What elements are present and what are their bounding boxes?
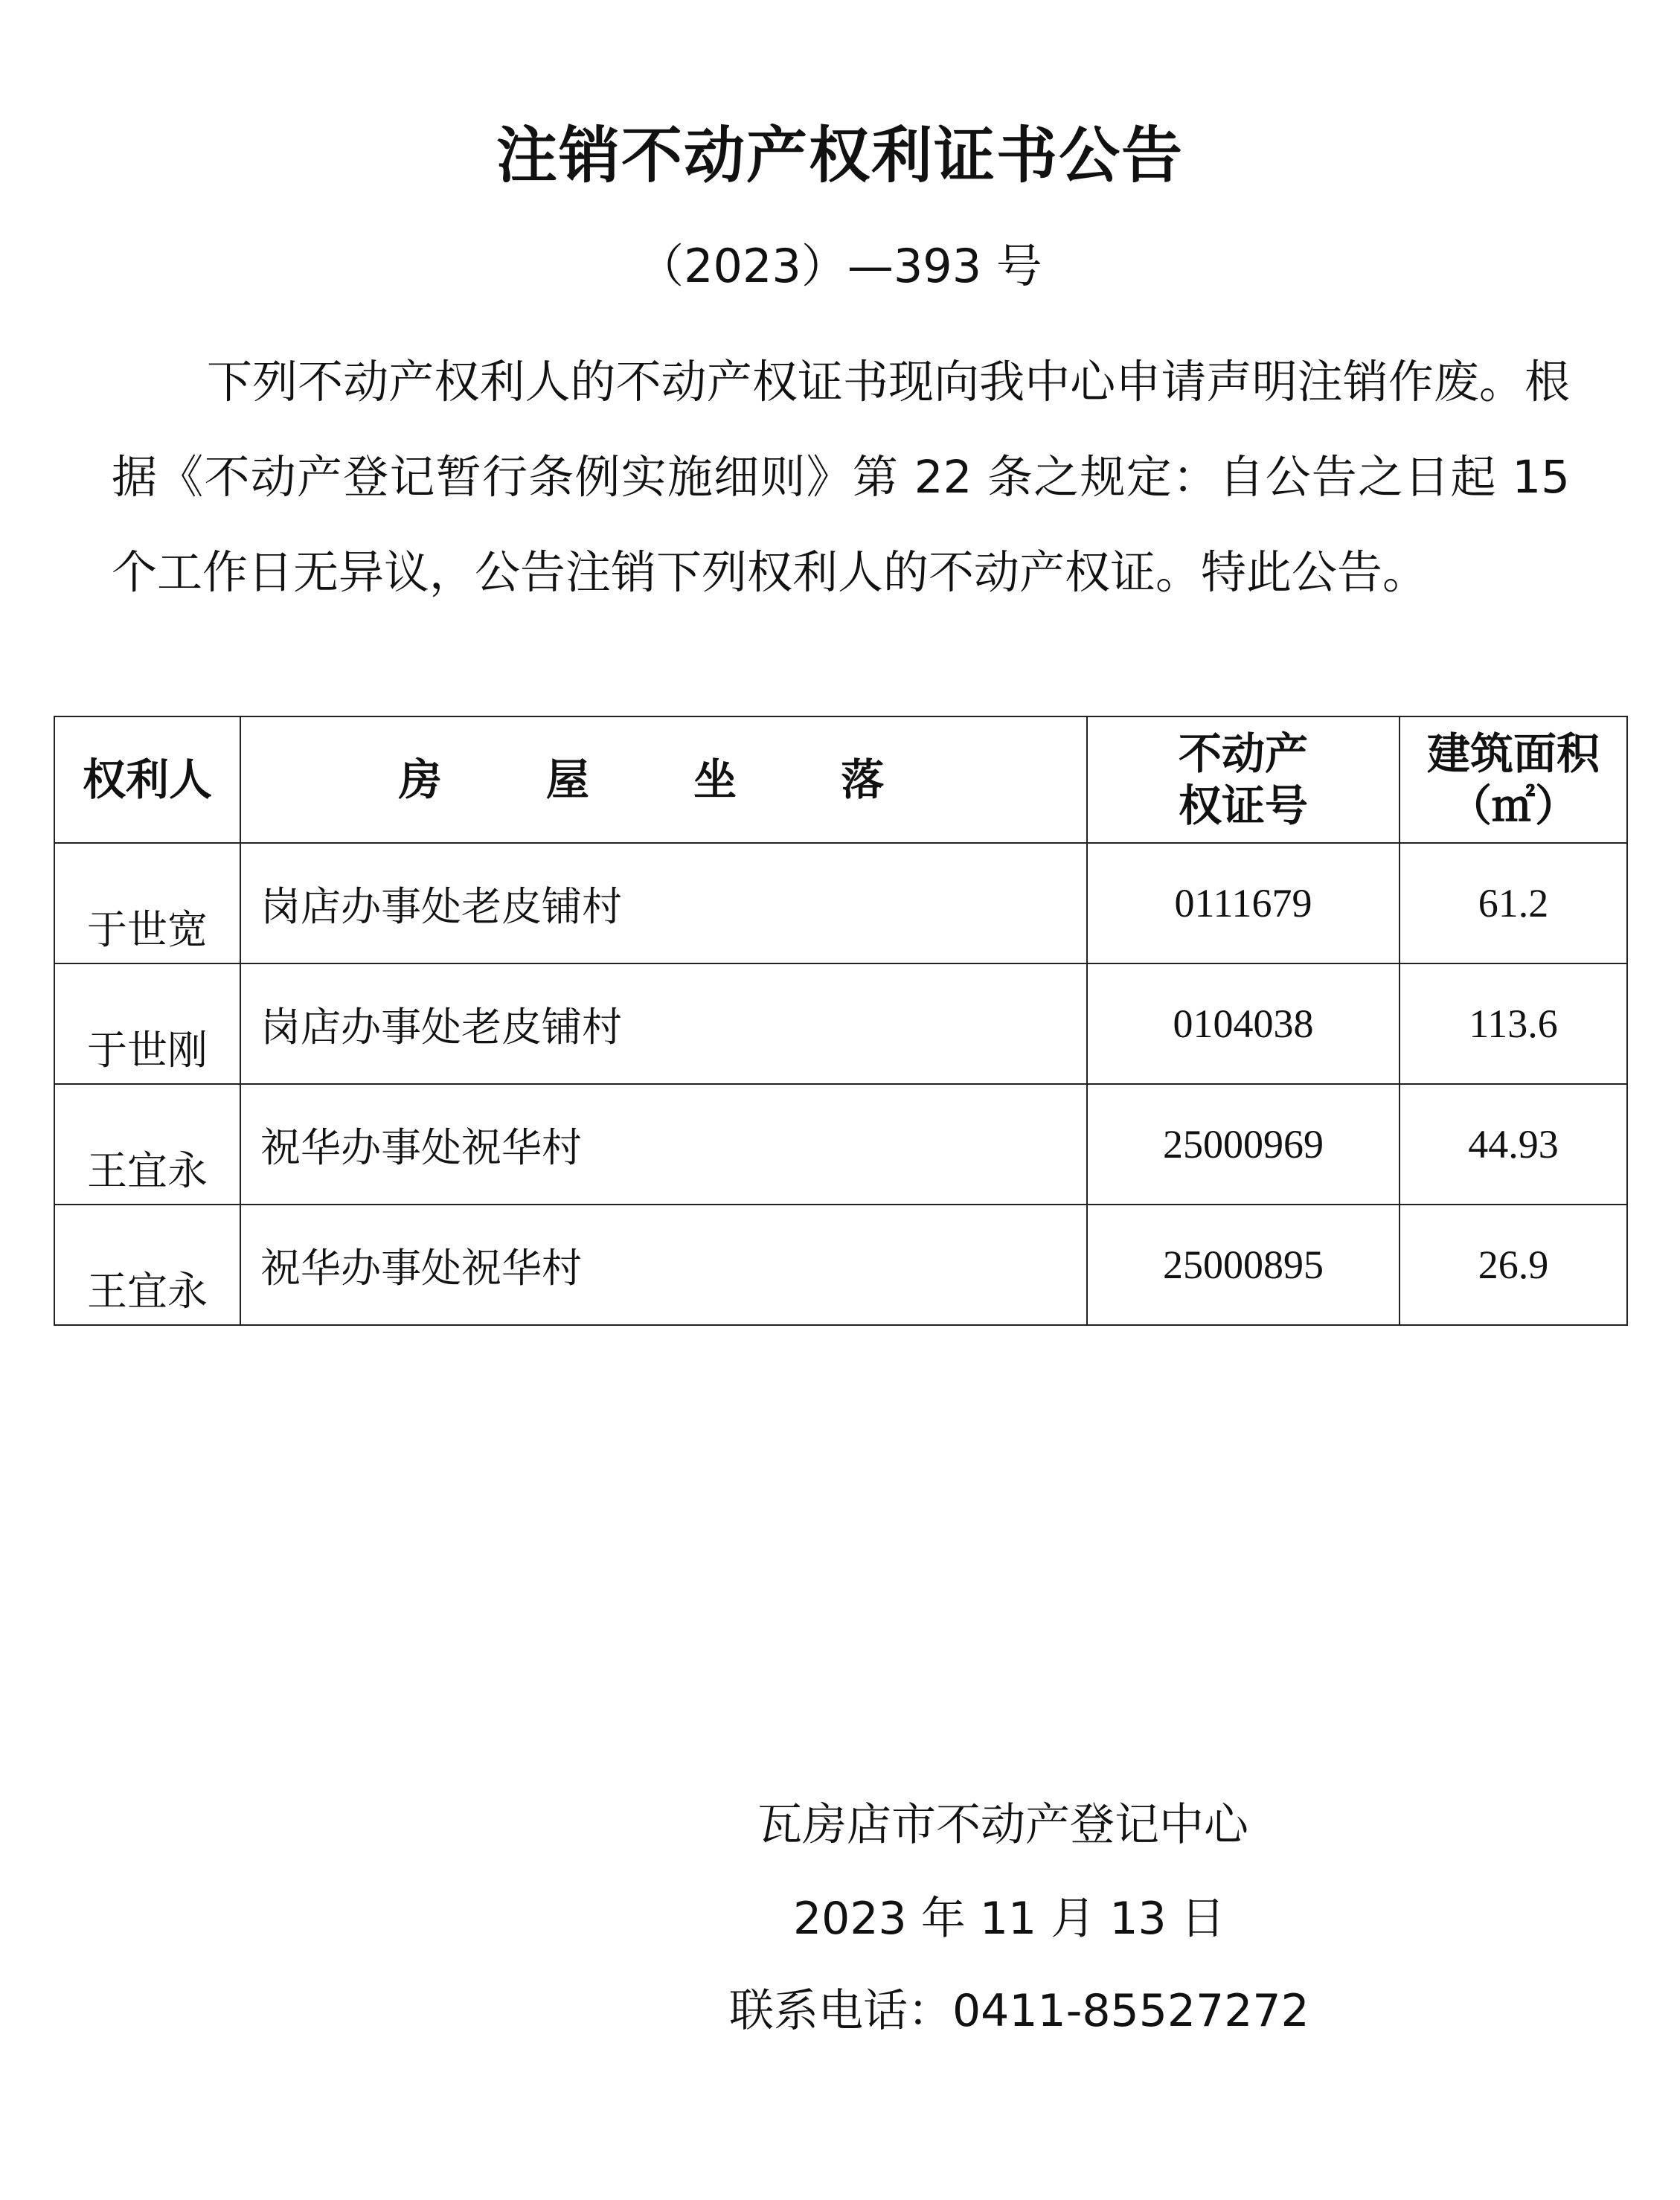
certificate-table (54, 716, 1628, 1326)
cell-location: 岗店办事处老皮铺村 (240, 843, 1087, 963)
header-area (1400, 716, 1627, 843)
cell-cert-number: 25000895 (1087, 1205, 1400, 1325)
cell-area: 44.93 (1400, 1084, 1627, 1205)
cell-holder: 王宜永 (54, 1084, 240, 1205)
page-title: 注销不动产权利证书公告 (496, 121, 1184, 191)
header-area-line1: 建筑面积 (1426, 728, 1600, 779)
header-area-line2: （㎡） (1448, 780, 1578, 831)
table-header-row (54, 716, 1627, 843)
cell-area: 113.6 (1400, 963, 1627, 1084)
issuing-organization: 瓦房店市不动产登记中心 (757, 1799, 1248, 1851)
table-row (54, 1084, 1627, 1205)
cell-cert-number: 25000969 (1087, 1084, 1400, 1205)
cell-cert-number: 0111679 (1087, 843, 1400, 963)
cell-holder: 王宜永 (54, 1205, 240, 1325)
header-cert-number (1087, 716, 1400, 843)
cell-area: 26.9 (1400, 1205, 1627, 1325)
header-cert-line2: 权证号 (1178, 780, 1308, 831)
table-row (54, 1205, 1627, 1325)
table-row (54, 843, 1627, 963)
cell-holder: 于世宽 (54, 843, 240, 963)
contact-phone: 联系电话：0411-85527272 (729, 1985, 1309, 2037)
issue-date: 2023 年 11 月 13 日 (793, 1893, 1225, 1945)
header-location-label: 房 屋 坐 落 (398, 754, 929, 805)
cell-area: 61.2 (1400, 843, 1627, 963)
document-number: （2023）—393 号 (638, 239, 1042, 293)
cell-location: 祝华办事处祝华村 (240, 1205, 1087, 1325)
cell-holder: 于世刚 (54, 963, 240, 1084)
header-cert-line1: 不动产 (1178, 728, 1308, 779)
header-location (240, 716, 1087, 843)
cell-location: 岗店办事处老皮铺村 (240, 963, 1087, 1084)
notice-body: 下列不动产权利人的不动产权证书现向我中心申请声明注销作废。根据《不动产登记暂行条例实施细则》第 22 条之规定：自公告之日起 15 个工作日无异议，公告注销下列权利人的不动产权证。特此公告。 (112, 356, 1570, 599)
cell-location: 祝华办事处祝华村 (240, 1084, 1087, 1205)
table-row (54, 963, 1627, 1084)
cell-cert-number: 0104038 (1087, 963, 1400, 1084)
header-holder: 权利人 (54, 716, 240, 843)
